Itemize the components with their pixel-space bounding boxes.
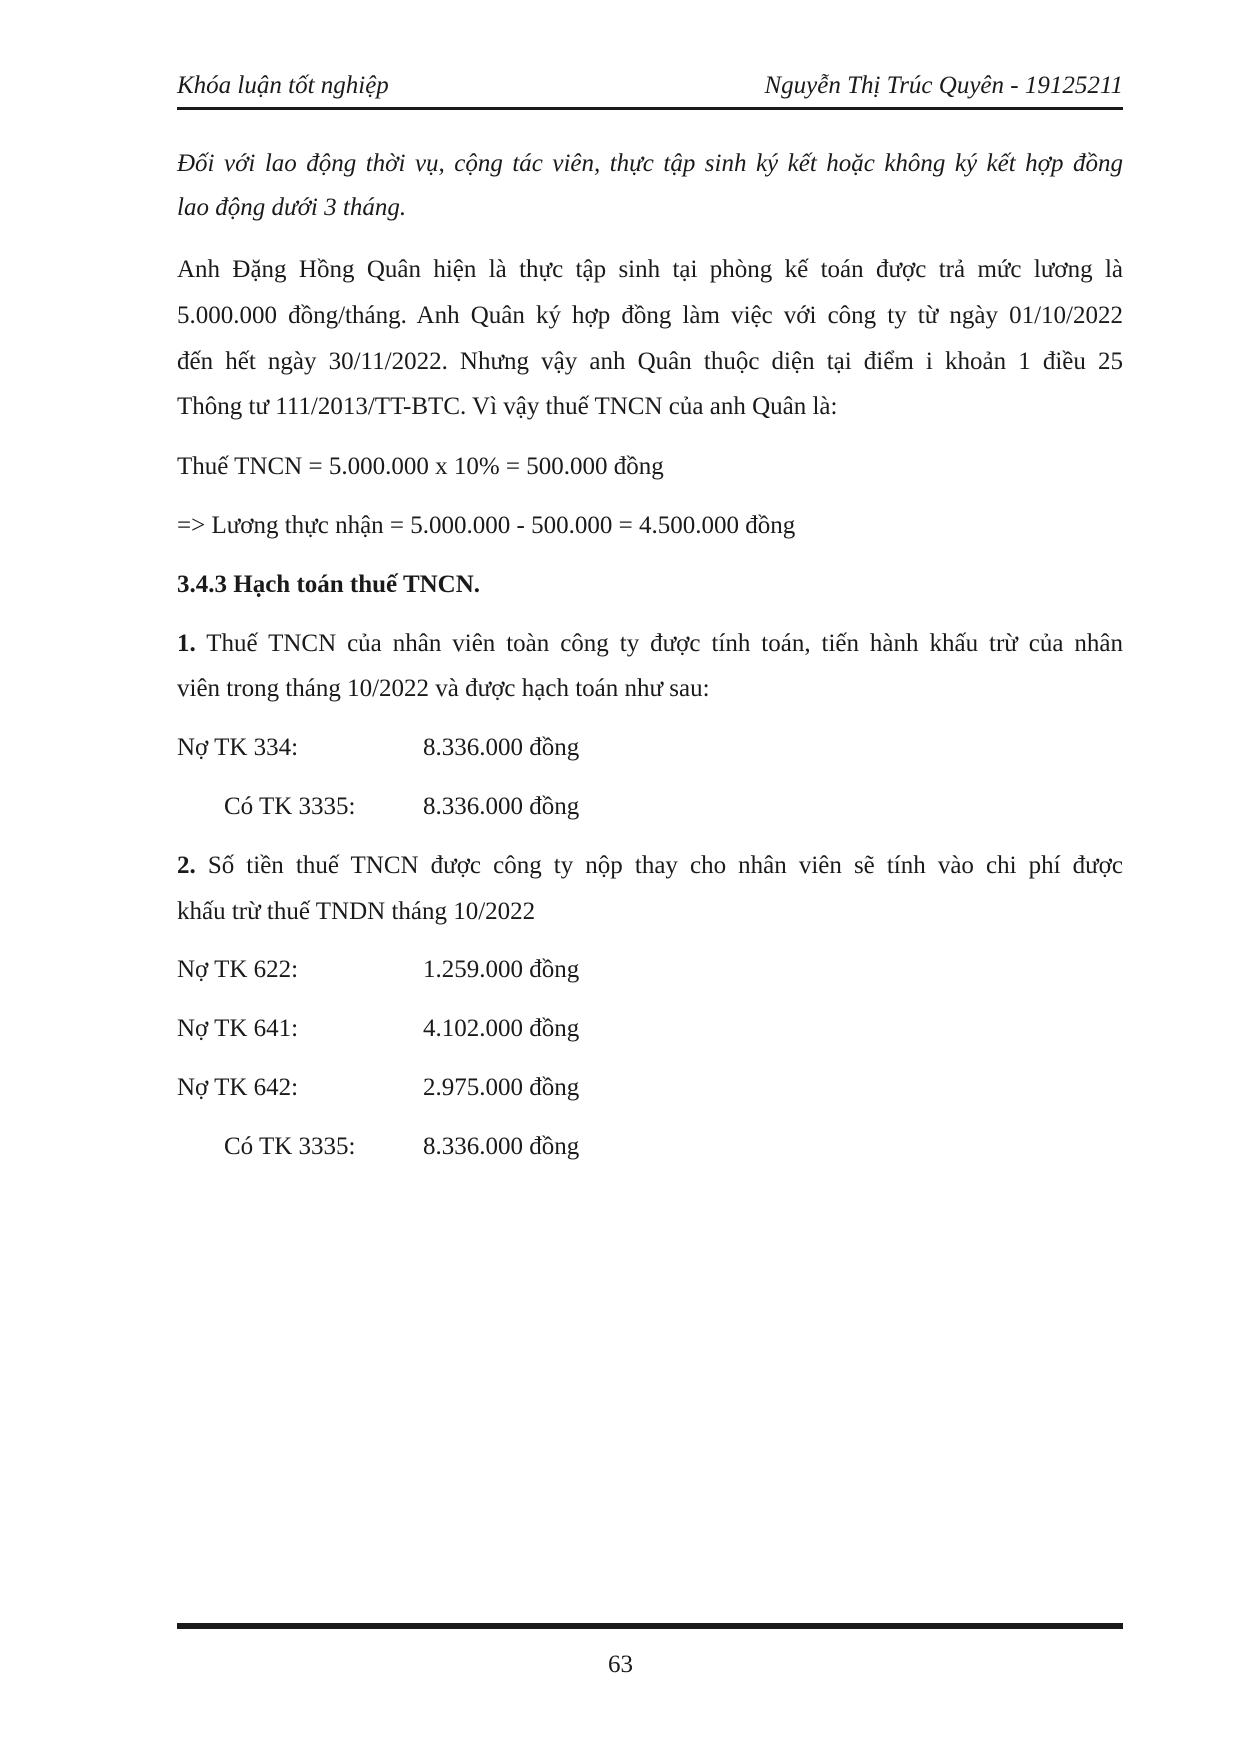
item-1-entry-2-amount: 8.336.000 đồng — [423, 793, 580, 820]
item-1-entry-2-label: Có TK 3335: — [224, 793, 356, 820]
header-divider — [177, 107, 1123, 110]
example-line-2: 5.000.000 đồng/tháng. Anh Quân ký hợp đồng làm việc với công ty từ ngày 01/10/2022 — [177, 302, 1123, 329]
page-number: 63 — [608, 1651, 633, 1678]
item-2-number: 2. — [177, 852, 196, 879]
item-2-entry-3-amount: 2.975.000 đồng — [423, 1074, 580, 1101]
item-1-entry-1-label: Nợ TK 334: — [177, 734, 299, 761]
header-author: Nguyễn Thị Trúc Quyên - 19125211 — [764, 72, 1123, 99]
page-header — [177, 72, 1123, 108]
item-2-entry-1-label: Nợ TK 622: — [177, 956, 299, 983]
section-heading: 3.4.3 Hạch toán thuế TNCN. — [177, 571, 481, 598]
item-2-text: Số tiền thuế TNCN được công ty nộp thay cho nhân viên sẽ tính vào chi phí được — [195, 852, 1123, 879]
footer-divider — [177, 1623, 1123, 1629]
item-1-entry-1-amount: 8.336.000 đồng — [423, 734, 580, 761]
item-2-entry-1-amount: 1.259.000 đồng — [423, 956, 580, 983]
intro-line-2: lao động dưới 3 tháng. — [177, 194, 407, 221]
item-1-line-1 — [177, 630, 1123, 658]
header-thesis-title: Khóa luận tốt nghiệp — [177, 72, 389, 99]
intro-line-1: Đối với lao động thời vụ, cộng tác viên, thực tập sinh ký kết hoặc không ký kết hợp đồng — [177, 150, 1123, 177]
item-2-entry-2-amount: 4.102.000 đồng — [423, 1015, 580, 1042]
tax-calculation: Thuế TNCN = 5.000.000 x 10% = 500.000 đồng — [177, 453, 664, 480]
item-2-line-1 — [177, 852, 1123, 880]
item-2-entry-3-label: Nợ TK 642: — [177, 1074, 299, 1101]
item-2-entry-4-amount: 8.336.000 đồng — [423, 1133, 580, 1160]
item-1-number: 1. — [177, 630, 196, 657]
item-2-entry-2-label: Nợ TK 641: — [177, 1015, 299, 1042]
item-1-line-2: viên trong tháng 10/2022 và được hạch toán như sau: — [177, 675, 710, 702]
example-line-1: Anh Đặng Hồng Quân hiện là thực tập sinh tại phòng kế toán được trả mức lương là — [177, 256, 1123, 283]
example-line-3: đến hết ngày 30/11/2022. Nhưng vậy anh Quân thuộc diện tại điểm i khoản 1 điều 25 — [177, 348, 1123, 375]
item-1-text: Thuế TNCN của nhân viên toàn công ty được tính toán, tiến hành khấu trừ của nhân — [195, 630, 1123, 657]
item-2-entry-4-label: Có TK 3335: — [224, 1133, 356, 1160]
item-2-line-2: khấu trừ thuế TNDN tháng 10/2022 — [177, 898, 536, 925]
net-salary-calculation: => Lương thực nhận = 5.000.000 - 500.000 = 4.500.000 đồng — [177, 512, 796, 539]
example-line-4: Thông tư 111/2013/TT-BTC. Vì vậy thuế TNCN của anh Quân là: — [177, 393, 838, 420]
